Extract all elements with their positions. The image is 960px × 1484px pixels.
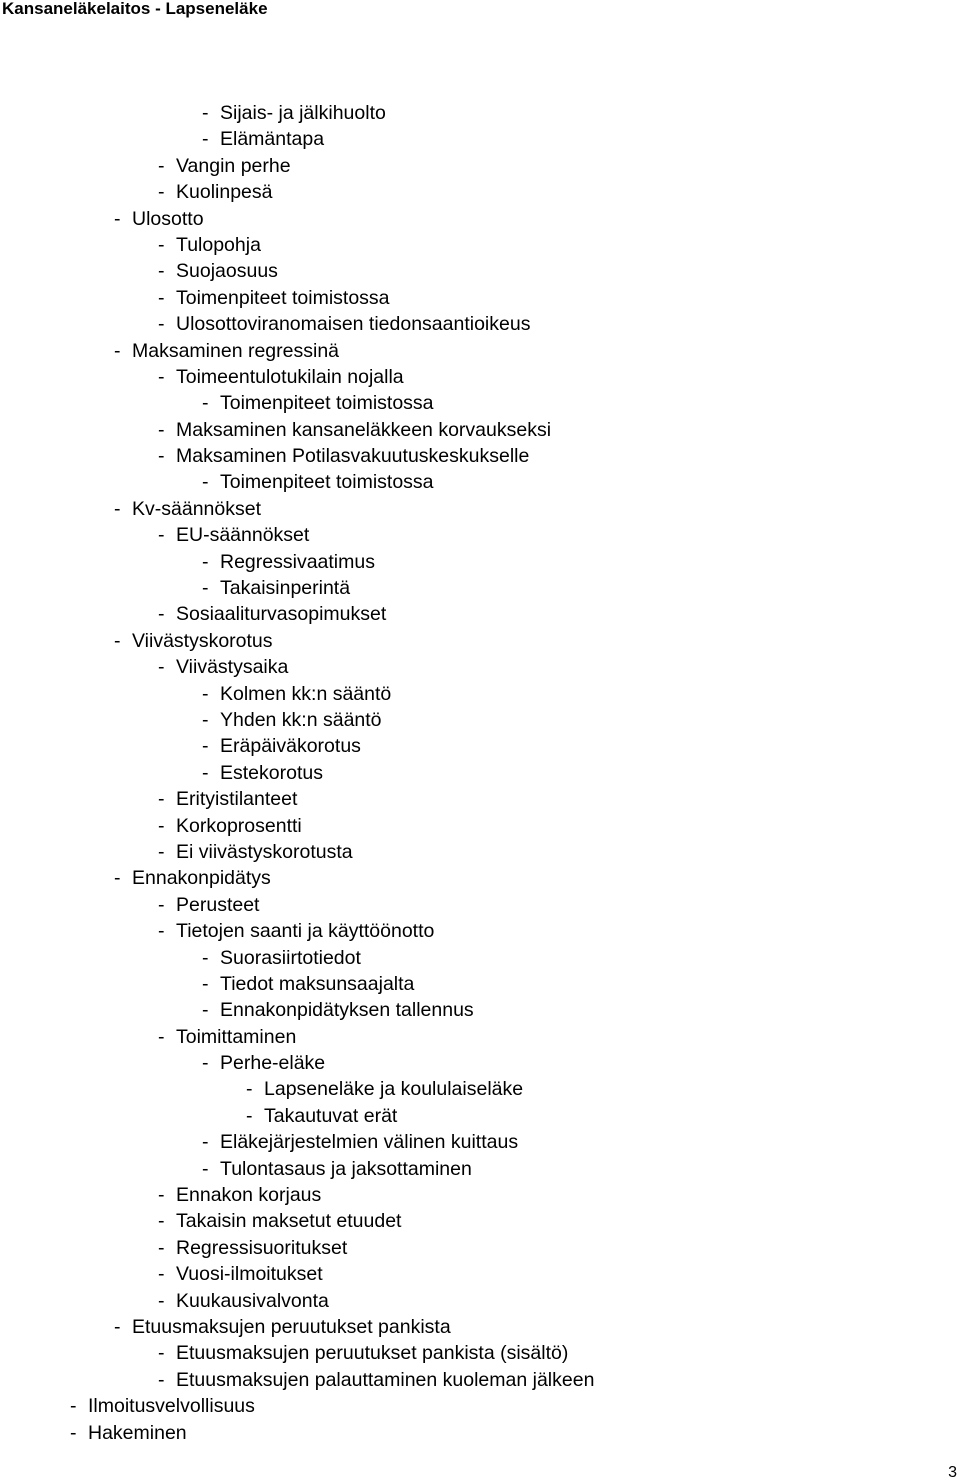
toc-item (0, 1235, 960, 1261)
toc-item-label: Yhden kk:n sääntö (220, 708, 382, 731)
toc-item (0, 813, 960, 839)
toc-item-dash: - (158, 1289, 165, 1312)
toc-item (0, 153, 960, 179)
toc-item (0, 707, 960, 733)
toc-item (0, 364, 960, 390)
toc-item-dash: - (70, 1421, 77, 1444)
toc-item-label: Eläkejärjestelmien välinen kuittaus (220, 1131, 519, 1154)
toc-item-dash: - (202, 1052, 209, 1075)
toc-item-label: Maksaminen kansaneläkkeen korvaukseksi (176, 418, 552, 441)
toc-item-dash: - (158, 893, 165, 916)
toc-item (0, 1420, 960, 1446)
toc-item (0, 285, 960, 311)
toc-item-label: Vuosi-ilmoitukset (176, 1263, 323, 1286)
toc-item-dash: - (202, 735, 209, 758)
toc-item-dash: - (158, 814, 165, 837)
toc-item-label: Takaisinperintä (220, 577, 351, 600)
toc-item (0, 522, 960, 548)
toc-item-dash: - (246, 1104, 253, 1127)
toc-item-dash: - (202, 1131, 209, 1154)
toc-item-dash: - (202, 550, 209, 573)
toc-item-label: Toimenpiteet toimistossa (220, 471, 434, 494)
toc-item-label: Korkoprosentti (176, 814, 302, 837)
toc-item-dash: - (158, 1210, 165, 1233)
toc-item-dash: - (158, 418, 165, 441)
toc-item-dash: - (158, 524, 165, 547)
toc-item (0, 681, 960, 707)
toc-item (0, 997, 960, 1023)
toc-item (0, 1103, 960, 1129)
toc-item-label: Viivästyskorotus (132, 629, 273, 652)
toc-item-label: Kolmen kk:n sääntö (220, 682, 392, 705)
toc-item-label: Toimittaminen (176, 1025, 297, 1048)
toc-item-label: Ei viivästyskorotusta (176, 840, 353, 863)
toc-item-dash: - (158, 1236, 165, 1259)
toc-item-label: Regressisuoritukset (176, 1236, 348, 1259)
toc-item-label: Perhe-eläke (220, 1052, 326, 1075)
toc-item-dash: - (158, 154, 165, 177)
toc-item (0, 1340, 960, 1366)
toc-item-label: Kv-säännökset (132, 497, 261, 520)
toc-item-dash: - (202, 471, 209, 494)
toc-item-dash: - (158, 260, 165, 283)
toc-item-dash: - (114, 629, 121, 652)
toc-item-label: Etuusmaksujen peruutukset pankista (132, 1315, 451, 1338)
toc-item-label: Takaisin maksetut etuudet (176, 1210, 402, 1233)
page-number: 3 (948, 1464, 957, 1481)
toc-item-label: Hakeminen (88, 1421, 187, 1444)
toc-item-dash: - (158, 286, 165, 309)
toc-item (0, 733, 960, 759)
toc-item-label: Estekorotus (220, 761, 323, 784)
toc-item-dash: - (202, 972, 209, 995)
toc-item-dash: - (158, 1025, 165, 1048)
toc-item (0, 839, 960, 865)
toc-item (0, 1261, 960, 1287)
toc-item-label: Toimeentulotukilain nojalla (176, 365, 404, 388)
toc-item (0, 1393, 960, 1419)
toc-item-dash: - (158, 656, 165, 679)
toc-item (0, 1182, 960, 1208)
toc-item-dash: - (114, 339, 121, 362)
toc-item-dash: - (158, 840, 165, 863)
toc-item-dash: - (158, 445, 165, 468)
toc-item-label: Viivästysaika (176, 656, 289, 679)
toc-item (0, 100, 960, 126)
toc-item-label: Eräpäiväkorotus (220, 735, 361, 758)
toc-item-label: Perusteet (176, 893, 260, 916)
toc-item (0, 443, 960, 469)
toc-item (0, 232, 960, 258)
toc-item-dash: - (158, 920, 165, 943)
toc-item-label: Toimenpiteet toimistossa (176, 286, 390, 309)
toc-item-dash: - (202, 999, 209, 1022)
toc-item-label: Ennakon korjaus (176, 1184, 322, 1207)
toc-item (0, 654, 960, 680)
toc-item (0, 179, 960, 205)
toc-item-label: Suojaosuus (176, 260, 278, 283)
toc-item (0, 1129, 960, 1155)
toc-item-dash: - (202, 682, 209, 705)
toc-item (0, 1367, 960, 1393)
toc-item-dash: - (158, 1184, 165, 1207)
toc-item (0, 575, 960, 601)
toc-item-dash: - (70, 1395, 77, 1418)
toc-item-dash: - (158, 1342, 165, 1365)
toc-item (0, 311, 960, 337)
toc-item-dash: - (158, 603, 165, 626)
toc-item-label: Ilmoitusvelvollisuus (88, 1395, 255, 1418)
toc-item (0, 206, 960, 232)
toc-item-dash: - (202, 1157, 209, 1180)
toc-item-label: Tiedot maksunsaajalta (220, 972, 415, 995)
toc-item-dash: - (114, 1315, 121, 1338)
toc-item (0, 1050, 960, 1076)
toc-item (0, 417, 960, 443)
toc-item (0, 760, 960, 786)
toc-item-label: Lapseneläke ja koululaiseläke (264, 1078, 524, 1101)
toc-item (0, 390, 960, 416)
toc-item-label: Ennakonpidätys (132, 867, 271, 890)
toc-item (0, 1076, 960, 1102)
toc-item-label: Tulontasaus ja jaksottaminen (220, 1157, 472, 1180)
toc-item (0, 338, 960, 364)
toc-item (0, 1156, 960, 1182)
toc-item-label: Elämäntapa (220, 128, 325, 151)
toc-item-label: Tietojen saanti ja käyttöönotto (176, 920, 435, 943)
toc-item-dash: - (114, 867, 121, 890)
toc-item-dash: - (158, 788, 165, 811)
document-header-title: Kansaneläkelaitos - Lapseneläke (2, 0, 268, 18)
toc-item-dash: - (202, 392, 209, 415)
toc-item-dash: - (246, 1078, 253, 1101)
toc-item-dash: - (202, 708, 209, 731)
toc-item-dash: - (158, 1263, 165, 1286)
toc-item (0, 1024, 960, 1050)
toc-item-label: Maksaminen Potilasvakuutuskeskukselle (176, 445, 530, 468)
toc-item-dash: - (158, 181, 165, 204)
toc-item-dash: - (158, 1368, 165, 1391)
toc-item-label: Toimenpiteet toimistossa (220, 392, 434, 415)
toc-item-dash: - (202, 577, 209, 600)
toc-item (0, 865, 960, 891)
toc-item-dash: - (202, 761, 209, 784)
toc-item-label: Tulopohja (176, 233, 261, 256)
toc-item-label: Maksaminen regressinä (132, 339, 340, 362)
toc-item-label: Erityistilanteet (176, 788, 298, 811)
toc-item (0, 918, 960, 944)
toc-item-label: Suorasiirtotiedot (220, 946, 361, 969)
toc-item-label: Ulosottoviranomaisen tiedonsaantioikeus (176, 313, 531, 336)
toc-item (0, 126, 960, 152)
toc-item-label: EU-säännökset (176, 524, 310, 547)
toc-item-dash: - (114, 207, 121, 230)
toc-item-label: Takautuvat erät (264, 1104, 398, 1127)
toc-item-label: Regressivaatimus (220, 550, 375, 573)
toc-item-label: Kuolinpesä (176, 181, 273, 204)
toc-item-label: Etuusmaksujen palauttaminen kuoleman jälkeen (176, 1368, 595, 1391)
toc-item-label: Kuukausivalvonta (176, 1289, 329, 1312)
toc-item (0, 945, 960, 971)
toc-item (0, 786, 960, 812)
toc-item-label: Sosiaaliturvasopimukset (176, 603, 387, 626)
toc-item-dash: - (202, 128, 209, 151)
toc-item-dash: - (202, 946, 209, 969)
toc-item-dash: - (158, 313, 165, 336)
toc-item (0, 601, 960, 627)
toc-item (0, 496, 960, 522)
toc-item (0, 1208, 960, 1234)
toc-item-dash: - (114, 497, 121, 520)
toc-item (0, 1288, 960, 1314)
toc-item (0, 1314, 960, 1340)
toc-item-dash: - (158, 233, 165, 256)
toc-item-dash: - (158, 365, 165, 388)
toc-item-dash: - (202, 102, 209, 124)
table-of-contents (0, 100, 960, 1446)
toc-item (0, 549, 960, 575)
toc-item (0, 971, 960, 997)
toc-item (0, 469, 960, 495)
toc-item-label: Sijais- ja jälkihuolto (220, 102, 386, 124)
toc-item-label: Etuusmaksujen peruutukset pankista (sisältö) (176, 1342, 569, 1365)
toc-item-label: Vangin perhe (176, 154, 291, 177)
toc-item-label: Ennakonpidätyksen tallennus (220, 999, 474, 1022)
toc-item (0, 258, 960, 284)
toc-item (0, 628, 960, 654)
toc-item-label: Ulosotto (132, 207, 204, 230)
toc-item (0, 892, 960, 918)
